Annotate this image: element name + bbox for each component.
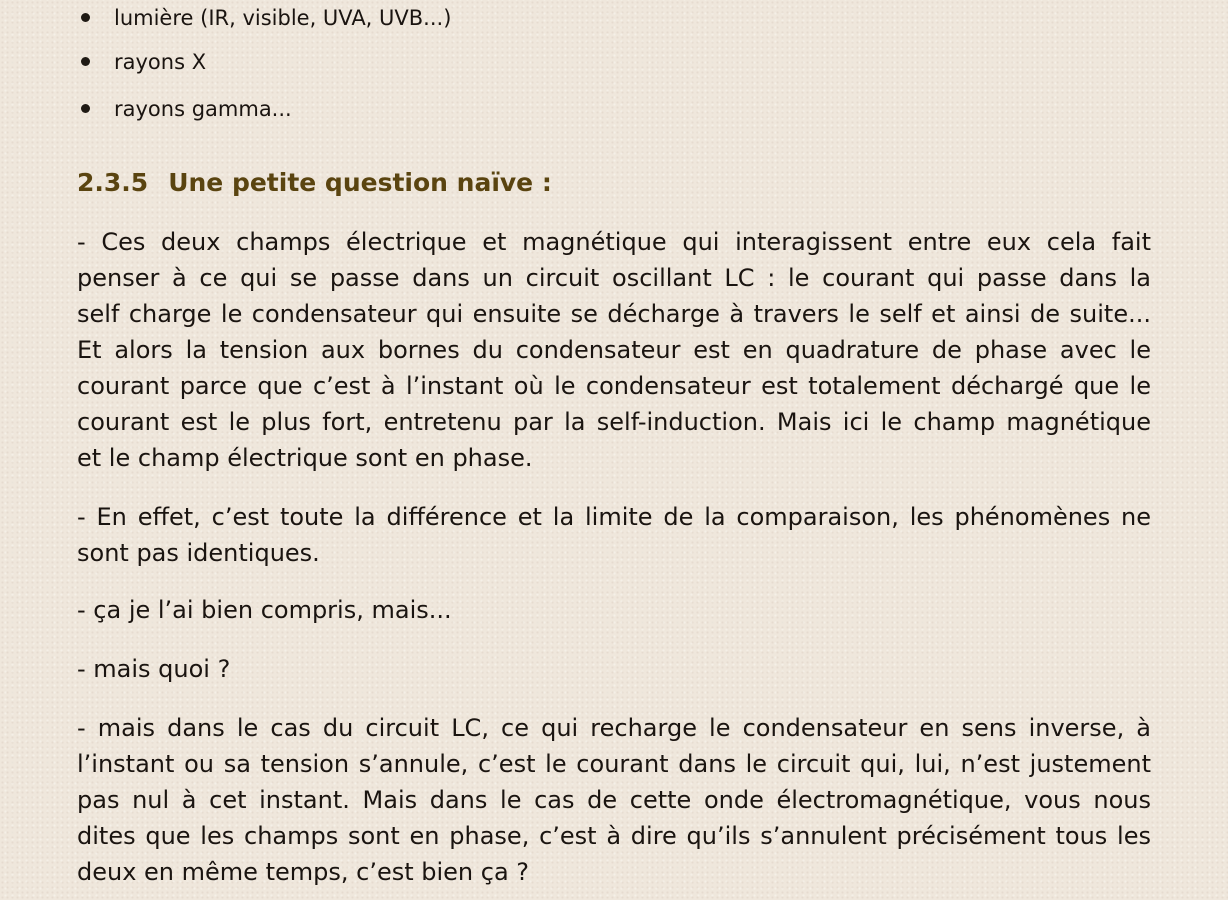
- text-line: deux en même temps, c’est bien ça ?: [77, 858, 530, 886]
- bullet-icon: [81, 57, 90, 66]
- text-line: courant parce que c’est à l’instant où le condensateur est totalement déchargé que le: [77, 372, 1151, 400]
- list-item-text: rayons X: [114, 50, 207, 74]
- paragraph: [77, 224, 1151, 476]
- text-line: Et alors la tension aux bornes du condensateur est en quadrature de phase avec le: [77, 336, 1151, 364]
- paragraph: [77, 592, 1151, 628]
- text-line: l’instant ou sa tension s’annule, c’est le courant dans le circuit qui, lui, n’est justement: [77, 750, 1151, 778]
- section-number: 2.3.5: [77, 168, 149, 197]
- text-line: - En effet, c’est toute la différence et la limite de la comparaison, les phénomènes ne: [77, 503, 1151, 531]
- text-line: - Ces deux champs électrique et magnétique qui interagissent entre eux cela fait: [77, 228, 1151, 256]
- list-item-text: rayons gamma...: [114, 97, 292, 121]
- text-line: self charge le condensateur qui ensuite se décharge à travers le self et ainsi de suite...: [77, 300, 1151, 328]
- paragraph: [77, 651, 1151, 687]
- text-line: sont pas identiques.: [77, 539, 320, 567]
- text-line: penser à ce qui se passe dans un circuit oscillant LC : le courant qui passe dans la: [77, 264, 1151, 292]
- text-line: - ça je l’ai bien compris, mais...: [77, 596, 452, 624]
- paragraph: [77, 499, 1151, 571]
- list-item: [78, 47, 778, 77]
- list-item: [78, 94, 778, 124]
- text-line: pas nul à cet instant. Mais dans le cas de cette onde électromagnétique, vous nous: [77, 786, 1151, 814]
- section-title: Une petite question naïve :: [168, 168, 552, 197]
- text-line: - mais quoi ?: [77, 655, 231, 683]
- list-item-text: lumière (IR, visible, UVA, UVB...): [114, 6, 452, 30]
- bullet-icon: [81, 104, 90, 113]
- section-heading: [77, 165, 552, 201]
- bullet-icon: [81, 13, 90, 22]
- list-item: [78, 3, 778, 33]
- text-line: courant est le plus fort, entretenu par la self-induction. Mais ici le champ magnétique: [77, 408, 1151, 436]
- text-line: dites que les champs sont en phase, c’est à dire qu’ils s’annulent précisément tous les: [77, 822, 1151, 850]
- text-line: - mais dans le cas du circuit LC, ce qui recharge le condensateur en sens inverse, à: [77, 714, 1151, 742]
- paragraph: [77, 710, 1151, 890]
- text-line: et le champ électrique sont en phase.: [77, 444, 533, 472]
